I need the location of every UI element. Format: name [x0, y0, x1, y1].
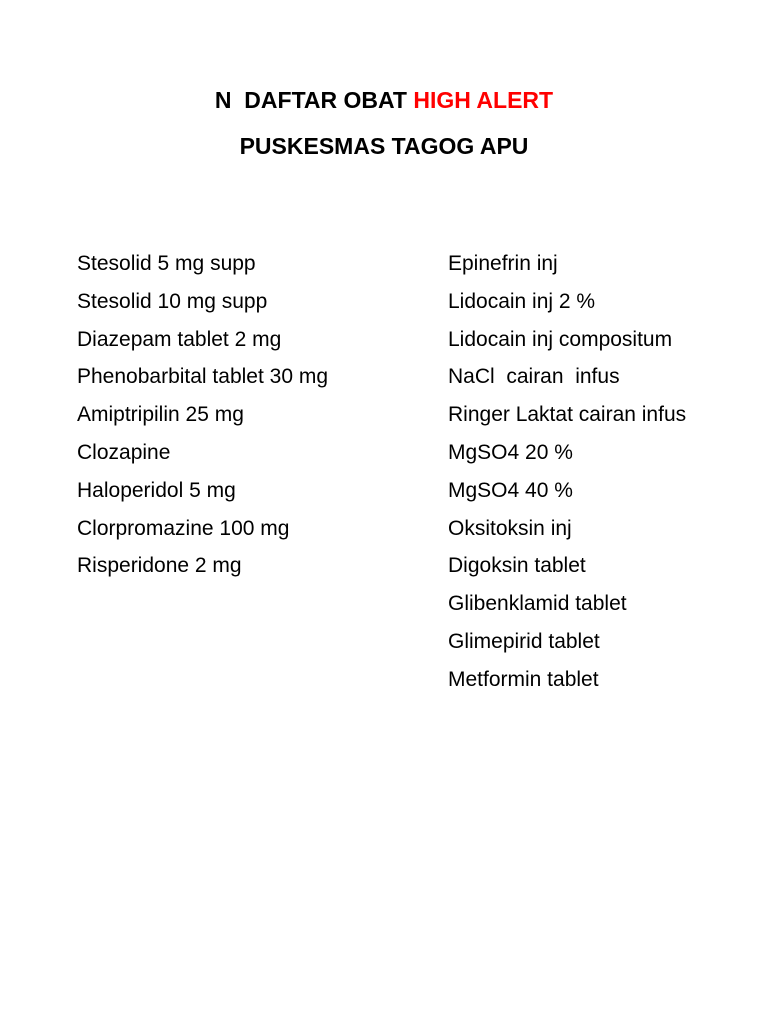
title-prefix: N DAFTAR OBAT [214, 87, 414, 113]
right-drug-list [448, 250, 686, 704]
list-item: Metformin tablet [448, 667, 599, 691]
list-item: Lidocain inj 2 % [448, 289, 596, 313]
document-subtitle: PUSKESMAS TAGOG APU [239, 133, 529, 159]
left-drug-list [77, 250, 328, 590]
list-item: Epinefrin inj [448, 252, 558, 275]
list-item: Stesolid 10 mg supp [77, 289, 268, 313]
list-item: Lidocain inj compositum [448, 327, 673, 351]
document-title [0, 87, 768, 114]
title-high-alert: HIGH ALERT [413, 87, 554, 113]
list-item: Amiptripilin 25 mg [77, 403, 244, 427]
list-item: Digoksin tablet [448, 554, 586, 578]
list-item: Risperidone 2 mg [77, 554, 242, 578]
list-item: Clorpromazine 100 mg [77, 516, 290, 540]
list-item: Glibenklamid tablet [448, 592, 627, 616]
list-item: MgSO4 40 % [448, 478, 573, 502]
list-item: MgSO4 20 % [448, 440, 573, 464]
list-item: Phenobarbital tablet 30 mg [77, 365, 329, 389]
list-item: NaCl cairan infus [448, 365, 620, 389]
list-item: Haloperidol 5 mg [77, 478, 236, 502]
list-item: Clozapine [77, 440, 171, 464]
list-item: Oksitoksin inj [448, 516, 572, 540]
list-item: Diazepam tablet 2 mg [77, 327, 282, 351]
list-item: Stesolid 5 mg supp [77, 252, 256, 275]
list-item: Ringer Laktat cairan infus [448, 403, 687, 427]
list-item: Glimepirid tablet [448, 629, 600, 653]
